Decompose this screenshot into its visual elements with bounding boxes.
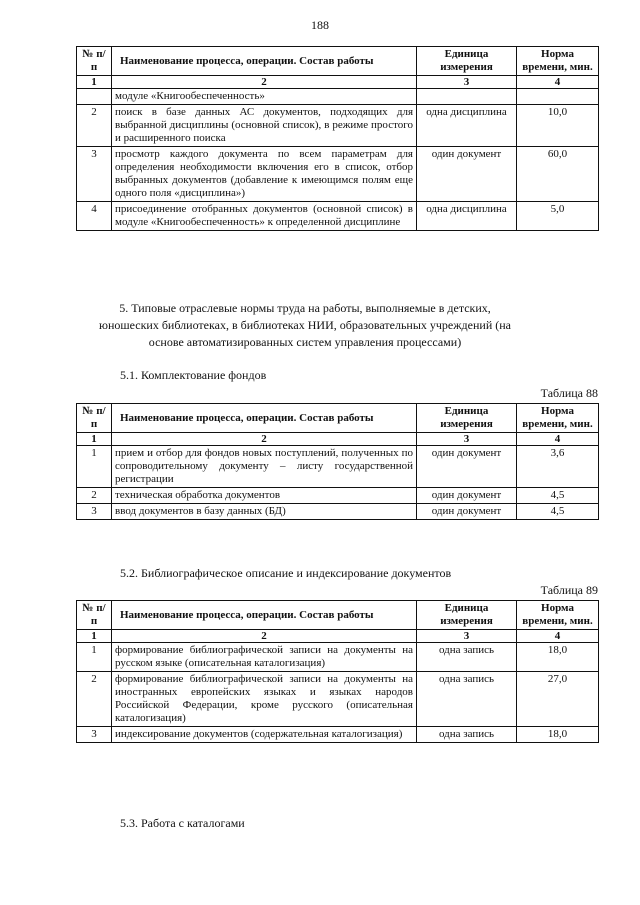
column-number: 4 [517,76,599,89]
table-row [77,89,599,105]
column-number: 3 [417,630,517,643]
col-num-header: № п/п [77,47,112,76]
column-number: 2 [112,76,417,89]
table-88-label: Таблица 88 [540,386,598,400]
table-row [77,727,599,743]
row-norm: 18,0 [517,643,599,672]
row-description: просмотр каждого документа по всем параметрам для определения необходимости включения его в список, отбор выбранных документов (добавление к имеющимся полям еще одного поля «дисциплина») [112,147,417,202]
row-unit: одна дисциплина [417,105,517,147]
col-name-header: Наименование процесса, операции. Состав работы [112,47,417,76]
col-unit-header: Единица измерения [417,601,517,630]
row-number: 1 [77,643,112,672]
row-unit: одна запись [417,727,517,743]
row-norm: 3,6 [517,446,599,488]
col-unit-header: Единица измерения [417,47,517,76]
table-row [77,488,599,504]
row-norm: 27,0 [517,672,599,727]
row-norm: 10,0 [517,105,599,147]
column-number: 4 [517,433,599,446]
col-unit-header: Единица измерения [417,404,517,433]
table-row [77,672,599,727]
table-header-row [77,404,599,433]
row-description: формирование библиографической записи на документы на иностранных европейских языках и языках народов Российской Федерации, кроме русского (описательная каталогизация) [112,672,417,727]
section-5-1-title: 5.1. Комплектование фондов [120,368,267,382]
section-5-heading: 5. Типовые отраслевые нормы труда на работы, выполняемые в детских, юношеских библиотеках, в библиотеках НИИ, образовательных учреждений (на основе автоматизированных систем управления процессами) [99,301,511,349]
row-number [77,89,112,105]
row-unit: одна дисциплина [417,202,517,231]
table-header-row [77,47,599,76]
col-name-header: Наименование процесса, операции. Состав работы [112,601,417,630]
norms-table-continued [76,46,599,231]
row-number: 4 [77,202,112,231]
col-norm-header: Норма времени, мин. [517,601,599,630]
row-norm [517,89,599,105]
column-number: 2 [112,433,417,446]
section-5-3-title: 5.3. Работа с каталогами [120,816,245,830]
row-number: 3 [77,147,112,202]
table-header-row [77,601,599,630]
row-unit: одна запись [417,672,517,727]
column-number-row [77,433,599,446]
table-88 [76,403,599,520]
table-row [77,504,599,520]
table-row [77,147,599,202]
table-row [77,202,599,231]
row-unit [417,89,517,105]
row-description: присоединение отобранных документов (основной список) в модуле «Книгообеспеченность» к определенной дисциплине [112,202,417,231]
column-number-row [77,630,599,643]
table-89 [76,600,599,743]
page-number: 188 [311,18,329,32]
column-number: 1 [77,630,112,643]
row-description: поиск в базе данных АС документов, подходящих для выбранной дисциплины (основной список), в режиме простого и расширенного поиска [112,105,417,147]
table-row [77,105,599,147]
row-norm: 5,0 [517,202,599,231]
column-number: 1 [77,433,112,446]
column-number: 2 [112,630,417,643]
row-description: модуле «Книгообеспеченность» [112,89,417,105]
row-number: 3 [77,727,112,743]
row-unit: один документ [417,147,517,202]
col-norm-header: Норма времени, мин. [517,47,599,76]
row-number: 2 [77,672,112,727]
row-description: прием и отбор для фондов новых поступлений, полученных по сопроводительному документу – листу государственной регистрации [112,446,417,488]
col-num-header: № п/п [77,404,112,433]
col-norm-header: Норма времени, мин. [517,404,599,433]
table-89-label: Таблица 89 [540,583,598,597]
column-number: 3 [417,433,517,446]
section-5-2-title: 5.2. Библиографическое описание и индексирование документов [120,566,452,580]
row-norm: 60,0 [517,147,599,202]
row-unit: один документ [417,488,517,504]
column-number-row [77,76,599,89]
row-norm: 4,5 [517,488,599,504]
row-number: 1 [77,446,112,488]
col-num-header: № п/п [77,601,112,630]
column-number: 4 [517,630,599,643]
row-unit: одна запись [417,643,517,672]
row-description: индексирование документов (содержательная каталогизация) [112,727,417,743]
row-norm: 4,5 [517,504,599,520]
row-number: 3 [77,504,112,520]
row-number: 2 [77,488,112,504]
row-description: формирование библиографической записи на документы на русском языке (описательная каталогизация) [112,643,417,672]
column-number: 1 [77,76,112,89]
col-name-header: Наименование процесса, операции. Состав работы [112,404,417,433]
row-unit: один документ [417,446,517,488]
row-unit: один документ [417,504,517,520]
table-row [77,643,599,672]
row-norm: 18,0 [517,727,599,743]
row-description: техническая обработка документов [112,488,417,504]
table-row [77,446,599,488]
row-number: 2 [77,105,112,147]
row-description: ввод документов в базу данных (БД) [112,504,417,520]
column-number: 3 [417,76,517,89]
